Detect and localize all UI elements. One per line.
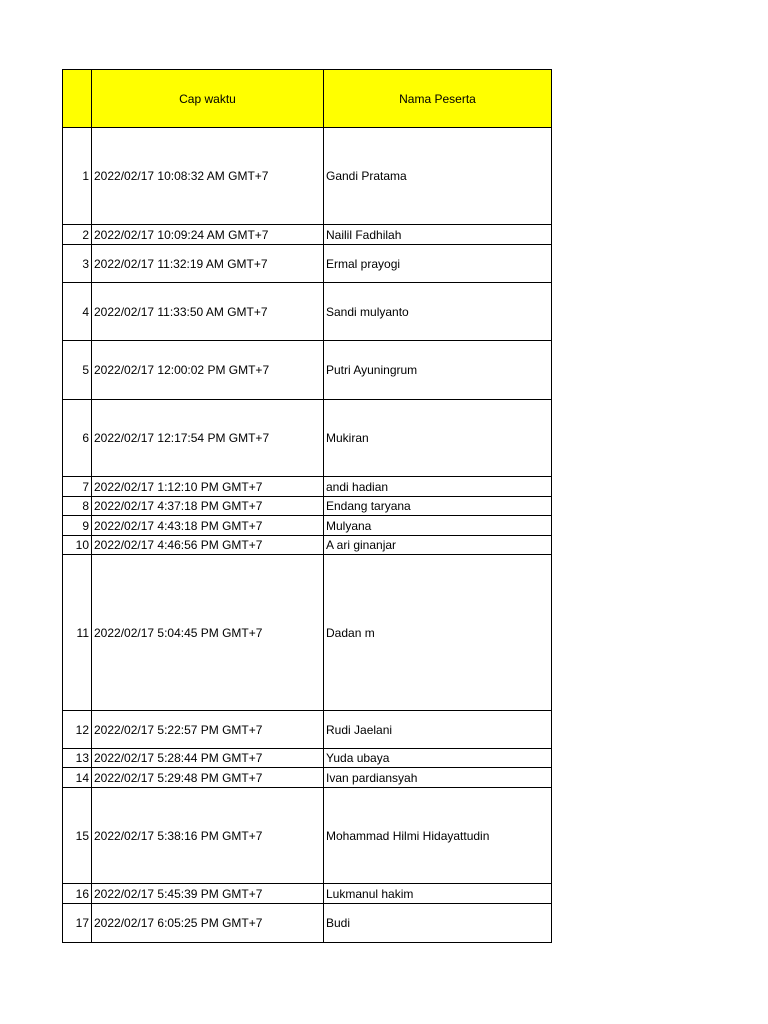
table-row bbox=[63, 245, 552, 283]
row-number: 13 bbox=[63, 749, 92, 768]
table-row bbox=[63, 225, 552, 245]
header-no bbox=[63, 70, 92, 128]
row-timestamp: 2022/02/17 5:45:39 PM GMT+7 bbox=[92, 884, 324, 904]
row-number: 12 bbox=[63, 711, 92, 749]
row-number: 16 bbox=[63, 884, 92, 904]
row-participant-name: Mohammad Hilmi Hidayattudin bbox=[324, 788, 552, 884]
row-timestamp: 2022/02/17 5:29:48 PM GMT+7 bbox=[92, 768, 324, 788]
row-number: 3 bbox=[63, 245, 92, 283]
row-number: 9 bbox=[63, 516, 92, 536]
table-row bbox=[63, 555, 552, 711]
row-participant-name: Rudi Jaelani bbox=[324, 711, 552, 749]
row-timestamp: 2022/02/17 4:37:18 PM GMT+7 bbox=[92, 497, 324, 516]
table-body bbox=[63, 128, 552, 943]
table-row bbox=[63, 768, 552, 788]
row-number: 8 bbox=[63, 497, 92, 516]
table-row bbox=[63, 904, 552, 943]
row-number: 1 bbox=[63, 128, 92, 225]
row-participant-name: Budi bbox=[324, 904, 552, 943]
table-row bbox=[63, 400, 552, 477]
row-participant-name: Lukmanul hakim bbox=[324, 884, 552, 904]
row-number: 2 bbox=[63, 225, 92, 245]
row-timestamp: 2022/02/17 5:04:45 PM GMT+7 bbox=[92, 555, 324, 711]
row-participant-name: Gandi Pratama bbox=[324, 128, 552, 225]
row-number: 17 bbox=[63, 904, 92, 943]
row-participant-name: Sandi mulyanto bbox=[324, 283, 552, 341]
row-timestamp: 2022/02/17 12:17:54 PM GMT+7 bbox=[92, 400, 324, 477]
row-participant-name: Ivan pardiansyah bbox=[324, 768, 552, 788]
row-timestamp: 2022/02/17 10:09:24 AM GMT+7 bbox=[92, 225, 324, 245]
table-row bbox=[63, 497, 552, 516]
attendance-sheet bbox=[62, 69, 552, 943]
row-participant-name: Yuda ubaya bbox=[324, 749, 552, 768]
row-number: 7 bbox=[63, 477, 92, 497]
row-participant-name: Mukiran bbox=[324, 400, 552, 477]
row-timestamp: 2022/02/17 11:33:50 AM GMT+7 bbox=[92, 283, 324, 341]
row-timestamp: 2022/02/17 4:43:18 PM GMT+7 bbox=[92, 516, 324, 536]
row-number: 4 bbox=[63, 283, 92, 341]
row-number: 11 bbox=[63, 555, 92, 711]
row-participant-name: Ermal prayogi bbox=[324, 245, 552, 283]
table-header bbox=[63, 70, 552, 128]
header-row bbox=[63, 70, 552, 128]
row-participant-name: Mulyana bbox=[324, 516, 552, 536]
table-row bbox=[63, 128, 552, 225]
row-participant-name: Dadan m bbox=[324, 555, 552, 711]
row-participant-name: andi hadian bbox=[324, 477, 552, 497]
row-timestamp: 2022/02/17 10:08:32 AM GMT+7 bbox=[92, 128, 324, 225]
row-timestamp: 2022/02/17 5:22:57 PM GMT+7 bbox=[92, 711, 324, 749]
table-row bbox=[63, 477, 552, 497]
row-timestamp: 2022/02/17 11:32:19 AM GMT+7 bbox=[92, 245, 324, 283]
row-timestamp: 2022/02/17 5:28:44 PM GMT+7 bbox=[92, 749, 324, 768]
row-number: 15 bbox=[63, 788, 92, 884]
header-cap-waktu: Cap waktu bbox=[92, 70, 324, 128]
table-row bbox=[63, 788, 552, 884]
row-participant-name: A ari ginanjar bbox=[324, 536, 552, 555]
row-number: 14 bbox=[63, 768, 92, 788]
row-number: 6 bbox=[63, 400, 92, 477]
row-timestamp: 2022/02/17 6:05:25 PM GMT+7 bbox=[92, 904, 324, 943]
table-row bbox=[63, 536, 552, 555]
table-row bbox=[63, 749, 552, 768]
row-participant-name: Endang taryana bbox=[324, 497, 552, 516]
row-number: 10 bbox=[63, 536, 92, 555]
row-timestamp: 2022/02/17 1:12:10 PM GMT+7 bbox=[92, 477, 324, 497]
table-row bbox=[63, 884, 552, 904]
table-row bbox=[63, 283, 552, 341]
row-number: 5 bbox=[63, 341, 92, 400]
row-timestamp: 2022/02/17 12:00:02 PM GMT+7 bbox=[92, 341, 324, 400]
row-participant-name: Nailil Fadhilah bbox=[324, 225, 552, 245]
header-nama-peserta: Nama Peserta bbox=[324, 70, 552, 128]
table-row bbox=[63, 341, 552, 400]
table-row bbox=[63, 711, 552, 749]
row-timestamp: 2022/02/17 4:46:56 PM GMT+7 bbox=[92, 536, 324, 555]
row-timestamp: 2022/02/17 5:38:16 PM GMT+7 bbox=[92, 788, 324, 884]
table-row bbox=[63, 516, 552, 536]
attendance-table bbox=[62, 69, 552, 943]
row-participant-name: Putri Ayuningrum bbox=[324, 341, 552, 400]
